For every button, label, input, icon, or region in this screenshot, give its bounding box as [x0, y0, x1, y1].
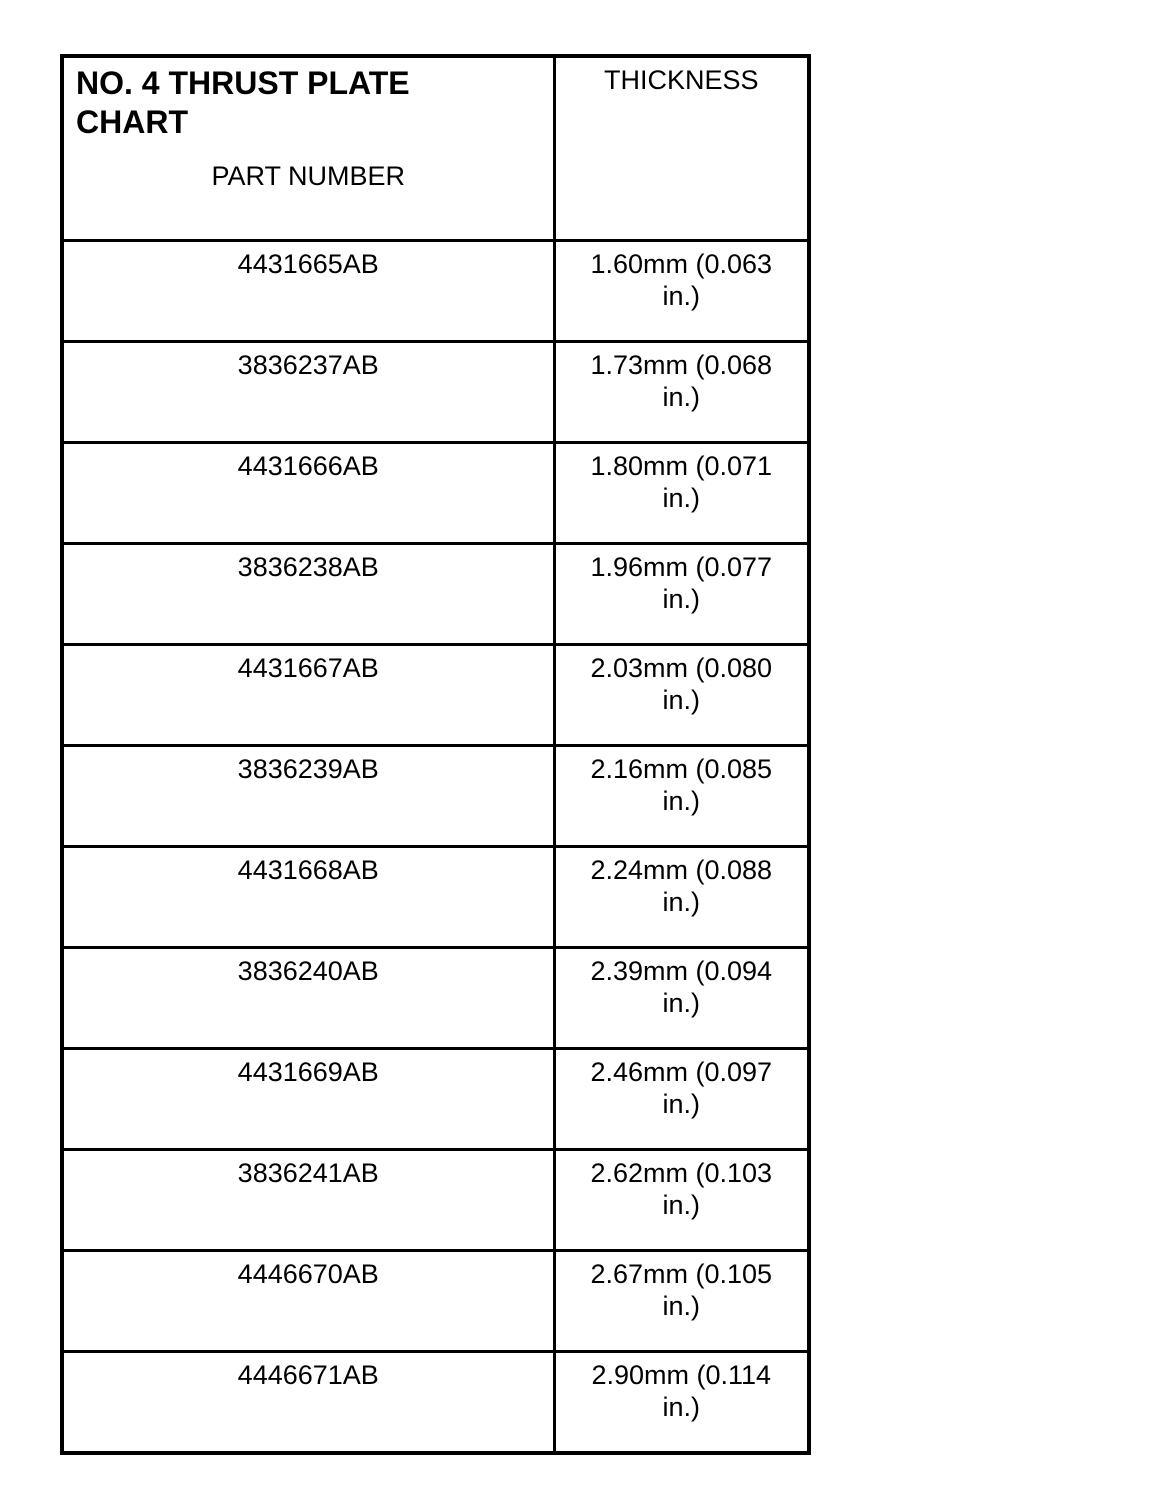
thickness-value: 1.80mm (0.071 in.) — [590, 451, 773, 513]
thickness-value: 1.96mm (0.077 in.) — [590, 552, 773, 614]
chart-title: NO. 4 THRUST PLATE CHART — [76, 65, 410, 140]
part-number-cell — [62, 544, 554, 645]
part-number-cell — [62, 342, 554, 443]
part-number: 4431668AB — [237, 855, 379, 885]
thickness-value: 2.39mm (0.094 in.) — [590, 956, 773, 1018]
thickness-value: 2.90mm (0.114 in.) — [591, 1360, 772, 1422]
table-row — [62, 645, 809, 746]
table-header-row — [62, 56, 809, 241]
thickness-value: 1.73mm (0.068 in.) — [590, 350, 773, 412]
part-number: 4431667AB — [237, 653, 379, 683]
thickness-value: 2.67mm (0.105 in.) — [590, 1259, 773, 1321]
part-number: 3836238AB — [237, 552, 379, 582]
part-number-cell — [62, 443, 554, 544]
table-row — [62, 1150, 809, 1251]
thickness-cell — [554, 847, 809, 948]
part-number-cell — [62, 1352, 554, 1454]
thickness-cell — [554, 1049, 809, 1150]
thickness-cell — [554, 1150, 809, 1251]
thickness-value: 2.24mm (0.088 in.) — [590, 855, 773, 917]
table-row — [62, 544, 809, 645]
thickness-cell — [554, 948, 809, 1049]
part-number-cell — [62, 746, 554, 847]
thrust-plate-chart-table — [60, 54, 811, 1455]
thickness-cell — [554, 1251, 809, 1352]
part-number: 4446671AB — [237, 1360, 379, 1390]
part-number-header: PART NUMBER — [211, 161, 406, 191]
thickness-cell — [554, 746, 809, 847]
header-part-cell — [62, 56, 554, 241]
table-row — [62, 746, 809, 847]
table-row — [62, 241, 809, 342]
part-number: 3836241AB — [237, 1158, 379, 1188]
table-row — [62, 948, 809, 1049]
thickness-value: 1.60mm (0.063 in.) — [590, 249, 773, 311]
thickness-header: THICKNESS — [603, 65, 759, 95]
part-number: 4446670AB — [237, 1259, 379, 1289]
part-number: 4431666AB — [237, 451, 379, 481]
table-row — [62, 1352, 809, 1454]
thickness-value: 2.16mm (0.085 in.) — [590, 754, 773, 816]
thickness-cell — [554, 544, 809, 645]
part-number: 4431665AB — [237, 249, 379, 279]
part-number: 3836240AB — [237, 956, 379, 986]
part-number-cell — [62, 1049, 554, 1150]
table-row — [62, 342, 809, 443]
thickness-cell — [554, 443, 809, 544]
part-number: 3836237AB — [237, 350, 379, 380]
part-number-cell — [62, 948, 554, 1049]
part-number-cell — [62, 1251, 554, 1352]
table-row — [62, 443, 809, 544]
part-number-cell — [62, 241, 554, 342]
header-thickness-cell — [554, 56, 809, 241]
part-number-cell — [62, 847, 554, 948]
part-number: 3836239AB — [237, 754, 379, 784]
thickness-value: 2.46mm (0.097 in.) — [590, 1057, 773, 1119]
thickness-value: 2.03mm (0.080 in.) — [590, 653, 773, 715]
part-number-cell — [62, 645, 554, 746]
table-row — [62, 1049, 809, 1150]
part-number-cell — [62, 1150, 554, 1251]
part-number: 4431669AB — [237, 1057, 379, 1087]
thickness-cell — [554, 1352, 809, 1454]
thickness-cell — [554, 645, 809, 746]
table-row — [62, 847, 809, 948]
thickness-cell — [554, 241, 809, 342]
table-row — [62, 1251, 809, 1352]
thickness-value: 2.62mm (0.103 in.) — [590, 1158, 773, 1220]
thickness-cell — [554, 342, 809, 443]
